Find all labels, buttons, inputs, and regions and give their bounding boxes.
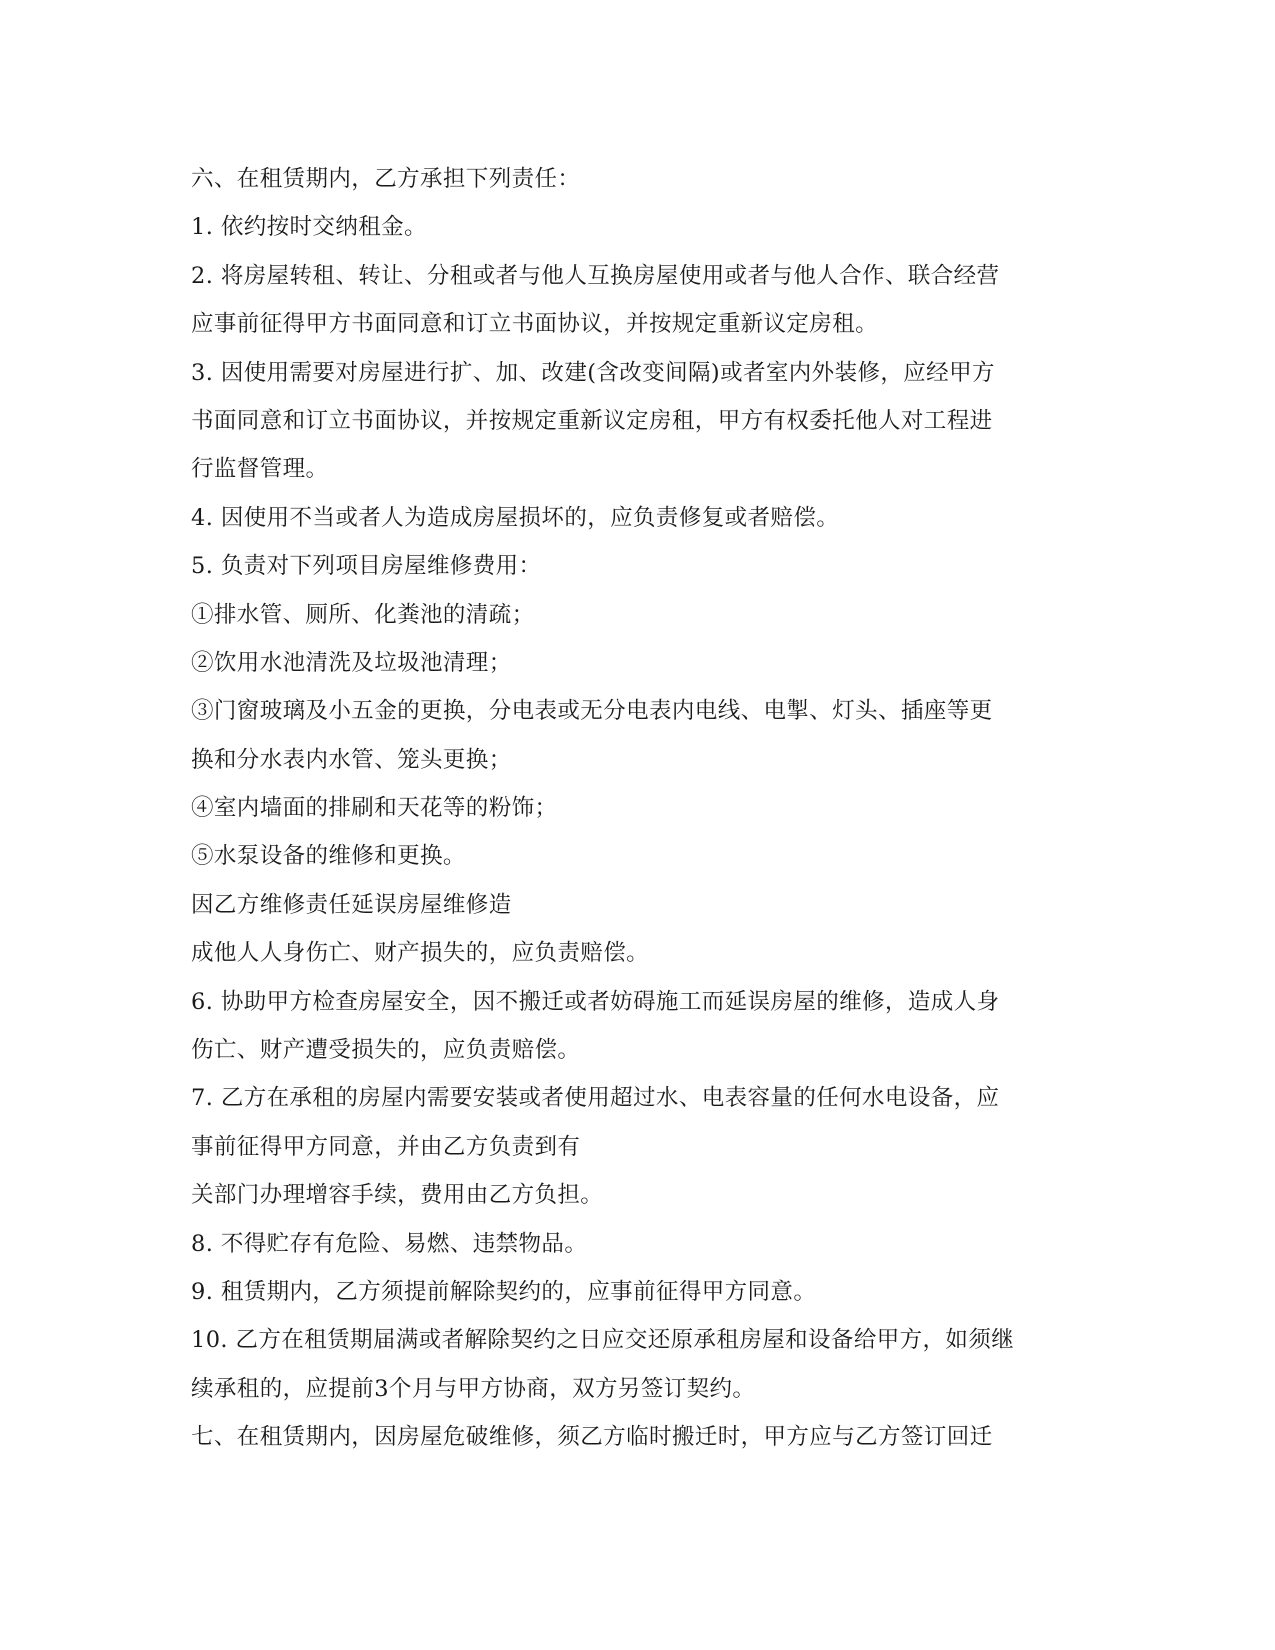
- clause-7-line-2: 事前征得甲方同意，并由乙方负责到有: [191, 1133, 581, 1160]
- clause-2-line-2: 应事前征得甲方书面同意和订立书面协议，并按规定重新议定房租。: [191, 311, 879, 338]
- clause-7-line-1: 7. 乙方在承租的房屋内需要安装或者使用超过水、电表容量的任何水电设备，应: [191, 1085, 1000, 1112]
- clause-1: 1. 依约按时交纳租金。: [191, 214, 427, 241]
- clause-4: 4. 因使用不当或者人为造成房屋损坏的，应负责修复或者赔偿。: [191, 504, 840, 531]
- clause-2-line-1: 2. 将房屋转租、转让、分租或者与他人互换房屋使用或者与他人合作、联合经营: [191, 262, 1000, 289]
- sub-item-1: ①排水管、厕所、化粪池的清疏；: [191, 601, 535, 628]
- clause-5: 5. 负责对下列项目房屋维修费用：: [191, 553, 542, 580]
- clause-7-line-3: 关部门办理增容手续，费用由乙方负担。: [191, 1182, 604, 1209]
- sub-item-3-line-2: 换和分水表内水管、笼头更换；: [191, 746, 512, 773]
- sub-item-4: ④室内墙面的排刷和天花等的粉饰；: [191, 795, 558, 822]
- clause-6-line-1: 6. 协助甲方检查房屋安全，因不搬迁或者妨碍施工而延误房屋的维修，造成人身: [191, 988, 1000, 1015]
- clause-5-note-line-1: 因乙方维修责任延误房屋维修造: [191, 891, 512, 918]
- document-body: [191, 155, 1091, 1462]
- clause-8: 8. 不得贮存有危险、易燃、违禁物品。: [191, 1230, 588, 1257]
- sub-item-3-line-1: ③门窗玻璃及小五金的更换，分电表或无分电表内电线、电掣、灯头、插座等更: [191, 698, 993, 725]
- clause-5-note-line-2: 成他人人身伤亡、财产损失的，应负责赔偿。: [191, 940, 650, 967]
- clause-10-line-2: 续承租的，应提前3个月与甲方协商，双方另签订契约。: [191, 1375, 756, 1402]
- section-heading-six: 六、在租赁期内，乙方承担下列责任：: [191, 166, 581, 192]
- clause-3-line-3: 行监督管理。: [191, 456, 329, 483]
- section-heading-seven: 七、在租赁期内，因房屋危破维修，须乙方临时搬迁时，甲方应与乙方签订回迁: [191, 1424, 993, 1451]
- clause-3-line-1: 3. 因使用需要对房屋进行扩、加、改建(含改变间隔)或者室内外装修，应经甲方: [191, 359, 995, 386]
- clause-6-line-2: 伤亡、财产遭受损失的，应负责赔偿。: [191, 1037, 581, 1064]
- sub-item-5: ⑤水泵设备的维修和更换。: [191, 843, 466, 870]
- clause-3-line-2: 书面同意和订立书面协议，并按规定重新议定房租，甲方有权委托他人对工程进: [191, 407, 993, 434]
- sub-item-2: ②饮用水池清洗及垃圾池清理；: [191, 649, 512, 676]
- clause-9: 9. 租赁期内，乙方须提前解除契约的，应事前征得甲方同意。: [191, 1278, 817, 1305]
- clause-10-line-1: 10. 乙方在租赁期届满或者解除契约之日应交还原承租房屋和设备给甲方，如须继: [191, 1327, 1015, 1354]
